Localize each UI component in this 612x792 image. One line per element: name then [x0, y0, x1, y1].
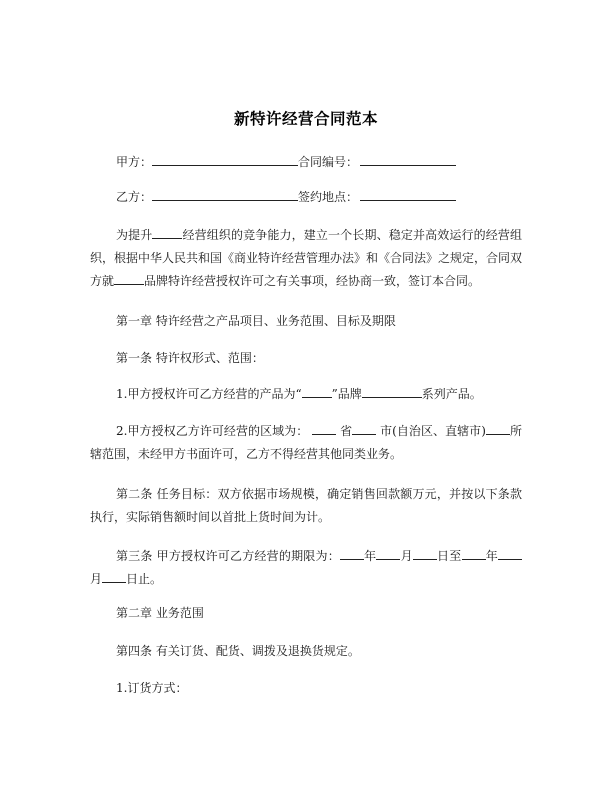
party-a-blank[interactable] — [152, 152, 298, 166]
party-b-row — [116, 187, 456, 205]
party-b-blank[interactable] — [152, 187, 298, 201]
day-end-label: 日止。 — [126, 572, 163, 586]
item-1-text-1: 1.甲方授权许可乙方经营的产品为“ — [116, 387, 302, 401]
item-2-text-1: 2.甲方授权乙方许可经营的区域为： — [116, 424, 309, 438]
article-2-paragraph: 第二条 任务目标：双方依据市场规模，确定销售回款额万元，并按以下条款执行，实际销售额时间以首批上货时间为计。 — [90, 487, 522, 524]
article-1-heading: 第一条 特许权形式、范围： — [116, 351, 264, 365]
article-3-text: 第三条 甲方授权许可乙方经营的期限为： — [116, 549, 340, 563]
district-blank[interactable] — [486, 421, 510, 435]
start-year-blank[interactable] — [340, 546, 364, 560]
item-2-text-3: 市(自治区、直辖市) — [376, 424, 486, 438]
end-month-blank[interactable] — [498, 546, 522, 560]
item-1-text-2: ”品牌 — [331, 387, 362, 401]
contract-no-blank[interactable] — [360, 152, 456, 166]
start-month-blank[interactable] — [376, 546, 400, 560]
end-day-blank[interactable] — [102, 569, 126, 583]
day-to-label: 日至 — [436, 549, 462, 563]
preamble-text-2: 经营组织的竞争能力，建立一个长期、稳定并高效运行的经营组织，根据中华人民共和国《商业特许经营管理办法》和《合同法》之规定，合同双方就 — [90, 228, 523, 288]
preamble-paragraph — [90, 224, 522, 293]
month-label: 月 — [90, 572, 103, 586]
preamble-text-3: 品牌特许经营授权许可之有关事项，经协商一致，签订本合同。 — [144, 274, 481, 288]
year-label: 年 — [363, 549, 377, 563]
brand-blank[interactable] — [114, 271, 144, 285]
signing-place-label: 签约地点： — [298, 190, 359, 204]
item-1-paragraph — [116, 383, 526, 406]
item-2-text-2: 省 — [336, 424, 353, 438]
order-method-item: 1.订货方式： — [116, 681, 188, 695]
article-3-paragraph — [90, 545, 522, 591]
article-4-heading: 第四条 有关订货、配货、调拨及退换货规定。 — [116, 644, 360, 658]
item-2-paragraph — [90, 420, 522, 466]
chapter-1-heading: 第一章 特许经营之产品项目、业务范围、目标及期限 — [116, 314, 396, 328]
contract-no-label: 合同编号： — [298, 155, 359, 169]
party-a-label: 甲方： — [116, 155, 153, 169]
series-blank[interactable] — [362, 384, 422, 398]
chapter-2-heading: 第二章 业务范围 — [116, 606, 204, 620]
preamble-text-1: 为提升 — [116, 228, 153, 242]
city-blank[interactable] — [352, 421, 376, 435]
document-title: 新特许经营合同范本 — [233, 109, 378, 128]
month-label: 月 — [400, 549, 413, 563]
item-2-text-4: 所辖范围，未经甲方书面许可，乙方不得经营其他同类业务。 — [90, 424, 522, 461]
start-day-blank[interactable] — [413, 546, 437, 560]
item-1-text-3: 系列产品。 — [421, 387, 482, 401]
signing-place-blank[interactable] — [360, 187, 456, 201]
party-a-row — [116, 152, 456, 170]
end-year-blank[interactable] — [462, 546, 486, 560]
organization-blank[interactable] — [152, 225, 182, 239]
year-label: 年 — [485, 549, 498, 563]
party-b-label: 乙方： — [116, 190, 153, 204]
province-blank[interactable] — [312, 421, 336, 435]
product-blank[interactable] — [302, 384, 332, 398]
